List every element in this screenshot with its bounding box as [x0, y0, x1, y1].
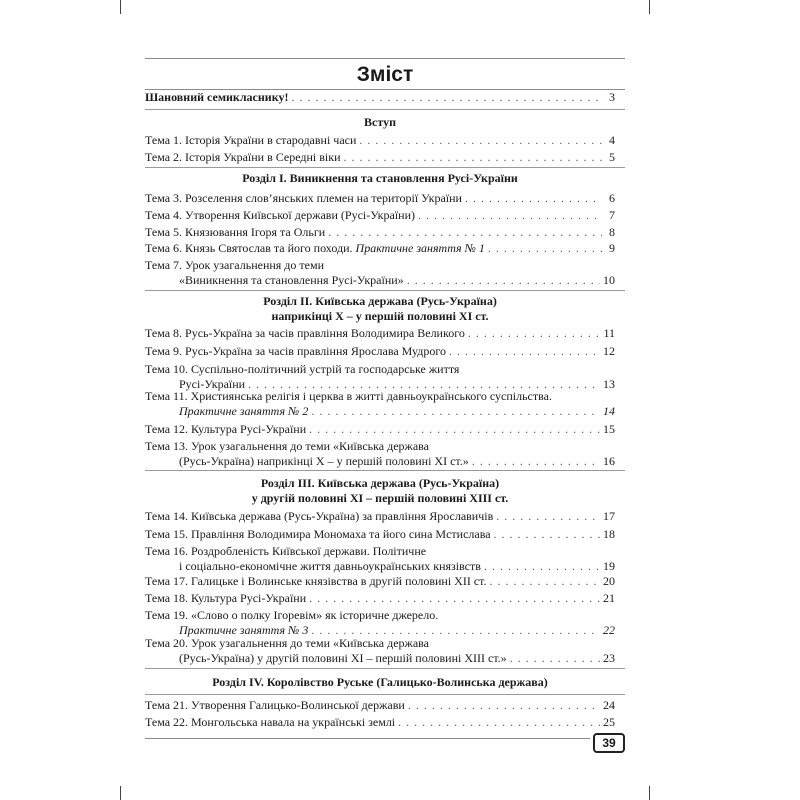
entry-page-number: 9: [609, 241, 615, 255]
entry-page-number: 17: [603, 509, 615, 523]
entry-title-line1: Тема 11. Християнська релігія і церква в житті давньоукраїнського суспільства.: [145, 389, 552, 403]
entry-page-number: 5: [609, 150, 615, 164]
section-divider: [145, 470, 625, 471]
toc-entry[interactable]: [145, 389, 615, 419]
entry-title-wrap: [145, 509, 493, 524]
entry-title: Тема 1. Історія України в стародавні часи: [145, 133, 357, 147]
toc-entry[interactable]: [145, 326, 615, 341]
entry-title: Тема 14. Київська держава (Русь-Україна) за правління Ярославичів: [145, 509, 494, 523]
toc-entry[interactable]: [145, 150, 615, 165]
entry-title-wrap: [145, 225, 325, 240]
entry-title: Тема 2. Історія України в Середні віки: [145, 150, 341, 164]
entry-practical-label: Практичне заняття № 1: [355, 241, 485, 255]
toc-entry[interactable]: [145, 258, 615, 288]
toc-entry[interactable]: [145, 439, 615, 469]
dot-leader: [311, 404, 600, 419]
entry-page-number: 10: [603, 273, 615, 287]
entry-page-number: 12: [603, 344, 615, 358]
dot-leader: [309, 591, 600, 606]
entry-title-line2: (Русь-Україна) наприкінці X – у першій половині XI ст.»: [179, 454, 469, 468]
toc-entry[interactable]: [145, 344, 615, 359]
section-heading-line: у другій половині XI – першій половині XIII ст.: [251, 491, 509, 505]
section-divider: [145, 290, 625, 291]
toc-entry[interactable]: [145, 241, 615, 256]
dot-leader: [472, 454, 600, 469]
section-heading-line: Розділ II. Київська держава (Русь-Україна): [263, 294, 497, 308]
toc-entry[interactable]: [145, 608, 615, 638]
entry-page-number: 8: [609, 225, 615, 239]
dot-leader: [494, 527, 600, 542]
toc-entry[interactable]: [145, 574, 615, 589]
toc-entry[interactable]: [145, 191, 615, 206]
section-heading: [145, 171, 615, 186]
entry-page-number: 6: [609, 191, 615, 205]
entry-title-wrap: [145, 241, 485, 256]
entry-page-number: 21: [603, 591, 615, 605]
entry-title-line1: Тема 13. Урок узагальнення до теми «Київська держава: [145, 439, 430, 453]
toc-entry[interactable]: [145, 591, 615, 606]
entry-page-number: 13: [603, 377, 615, 391]
entry-page-number: 14: [603, 404, 615, 418]
entry-title-line2: Русі-України: [179, 377, 246, 391]
crop-mark-top-left: [120, 0, 121, 14]
dot-leader: [398, 715, 600, 730]
toc-entry[interactable]: [145, 362, 615, 392]
toc-entry[interactable]: [145, 527, 615, 542]
entry-title: Тема 4. Утворення Київської держави (Русі-України): [145, 208, 415, 222]
entry-page-number: 22: [603, 623, 615, 637]
entry-page-number: 7: [609, 208, 615, 222]
entry-title-line2: «Виникнення та становлення Русі-України»: [179, 273, 404, 287]
dot-leader: [510, 651, 600, 666]
page-number-badge: 39: [593, 733, 625, 753]
toc-entry[interactable]: [145, 509, 615, 524]
dot-leader: [418, 208, 602, 223]
entry-page-number: 23: [603, 651, 615, 665]
toc-entry[interactable]: [145, 715, 615, 730]
entry-title-wrap: [145, 422, 306, 437]
entry-title-line2: і соціально-економічне життя давньоукраїнських князівств: [179, 559, 481, 573]
entry-title: Тема 3. Розселення слов’янських племен на території України: [145, 191, 462, 205]
entry-page-number: 25: [603, 715, 615, 729]
entry-page-number: 4: [609, 133, 615, 147]
section-divider: [145, 109, 625, 110]
section-heading: [145, 115, 615, 130]
section-divider: [145, 167, 625, 168]
dot-leader: [359, 133, 602, 148]
section-heading-line: Розділ IV. Королівство Руське (Галицько-Волинська держава): [212, 675, 548, 689]
entry-page-number: 15: [603, 422, 615, 436]
entry-title: Тема 17. Галицьке і Волинське князівства в другій половині XII ст.: [145, 574, 487, 588]
toc-entry[interactable]: [145, 90, 615, 105]
dot-leader: [291, 90, 602, 105]
toc-entry[interactable]: [145, 133, 615, 148]
dot-leader: [309, 422, 600, 437]
toc-entry[interactable]: [145, 544, 615, 574]
entry-title-line2: Практичне заняття № 2: [179, 404, 309, 418]
entry-title: Тема 18. Культура Русі-України: [145, 591, 307, 605]
dot-leader: [407, 273, 600, 288]
page-title: Зміст: [356, 63, 414, 86]
entry-title: Тема 5. Князювання Ігоря та Ольги: [145, 225, 326, 239]
entry-title-wrap: [145, 344, 446, 359]
entry-title-wrap: [145, 150, 341, 165]
dot-leader: [468, 326, 601, 341]
section-heading: [145, 476, 615, 506]
entry-title-line1: Тема 7. Урок узагальнення до теми: [145, 258, 324, 272]
entry-title: Тема 9. Русь-Україна за часів правління Ярослава Мудрого: [145, 344, 447, 358]
section-heading-line: наприкінці X – у першій половині XI ст.: [271, 309, 489, 323]
section-divider: [145, 694, 625, 695]
dot-leader: [484, 559, 600, 574]
dot-leader: [488, 241, 602, 256]
dot-leader: [496, 509, 600, 524]
section-heading: [145, 675, 615, 690]
entry-title: Шановний семикласнику!: [145, 90, 289, 104]
entry-title: Тема 6. Князь Святослав та його походи.: [145, 241, 356, 255]
section-heading-line: Розділ I. Виникнення та становлення Русі-України: [242, 171, 518, 185]
toc-entry[interactable]: [145, 225, 615, 240]
dot-leader: [344, 150, 603, 165]
entry-title-wrap: [145, 715, 395, 730]
dot-leader: [328, 225, 602, 240]
toc-entry[interactable]: [145, 698, 615, 713]
toc-entry[interactable]: [145, 208, 615, 223]
entry-title: Тема 8. Русь-Україна за часів правління Володимира Великого: [145, 326, 465, 340]
dot-leader: [449, 344, 600, 359]
entry-title-line2: (Русь-Україна) у другій половині XI – першій половині XIII ст.»: [179, 651, 507, 665]
entry-title-wrap: [145, 527, 491, 542]
entry-page-number: 16: [603, 454, 615, 468]
top-rule: [145, 58, 625, 59]
entry-title-wrap: [145, 698, 405, 713]
toc-entry[interactable]: [145, 422, 615, 437]
entry-title-line1: Тема 19. «Слово о полку Ігоревім» як історичне джерело.: [145, 608, 439, 622]
entry-title: Тема 21. Утворення Галицько-Волинської держави: [145, 698, 405, 712]
section-heading-line: Розділ III. Київська держава (Русь-Україна): [260, 476, 500, 490]
entry-title-line2: Практичне заняття № 3: [179, 623, 309, 637]
section-heading-line: Вступ: [364, 115, 396, 129]
entry-title-wrap: [145, 208, 415, 223]
crop-mark-bottom-left: [120, 786, 121, 800]
entry-page-number: 24: [603, 698, 615, 712]
crop-mark-top-right: [649, 0, 650, 14]
dot-leader: [490, 574, 601, 589]
entry-page-number: 3: [609, 90, 615, 104]
dot-leader: [408, 698, 600, 713]
entry-page-number: 20: [603, 574, 615, 588]
entry-page-number: 18: [603, 527, 615, 541]
entry-title-wrap: [145, 326, 465, 341]
section-divider: [145, 668, 625, 669]
dot-leader: [465, 191, 602, 206]
section-heading: [145, 294, 615, 324]
entry-title-line1: Тема 10. Суспільно-політичний устрій та господарське життя: [145, 362, 460, 376]
entry-title: Тема 12. Культура Русі-України: [145, 422, 307, 436]
entry-page-number: 19: [603, 559, 615, 573]
entry-title-wrap: [145, 133, 356, 148]
entry-title-line1: Тема 20. Урок узагальнення до теми «Київська держава: [145, 636, 430, 650]
entry-title: Тема 22. Монгольська навала на українські землі: [145, 715, 396, 729]
entry-title-wrap: [145, 591, 306, 606]
entry-page-number: 11: [603, 326, 615, 340]
bottom-rule: [145, 738, 590, 739]
toc-entry[interactable]: [145, 636, 615, 666]
entry-title: Тема 15. Правління Володимира Мономаха та його сина Мстислава: [145, 527, 491, 541]
crop-mark-bottom-right: [649, 786, 650, 800]
entry-title-wrap: [145, 574, 487, 589]
entry-title-line1: Тема 16. Роздробленість Київської держави. Політичне: [145, 544, 427, 558]
entry-title-wrap: [145, 90, 288, 105]
entry-title-wrap: [145, 191, 462, 206]
